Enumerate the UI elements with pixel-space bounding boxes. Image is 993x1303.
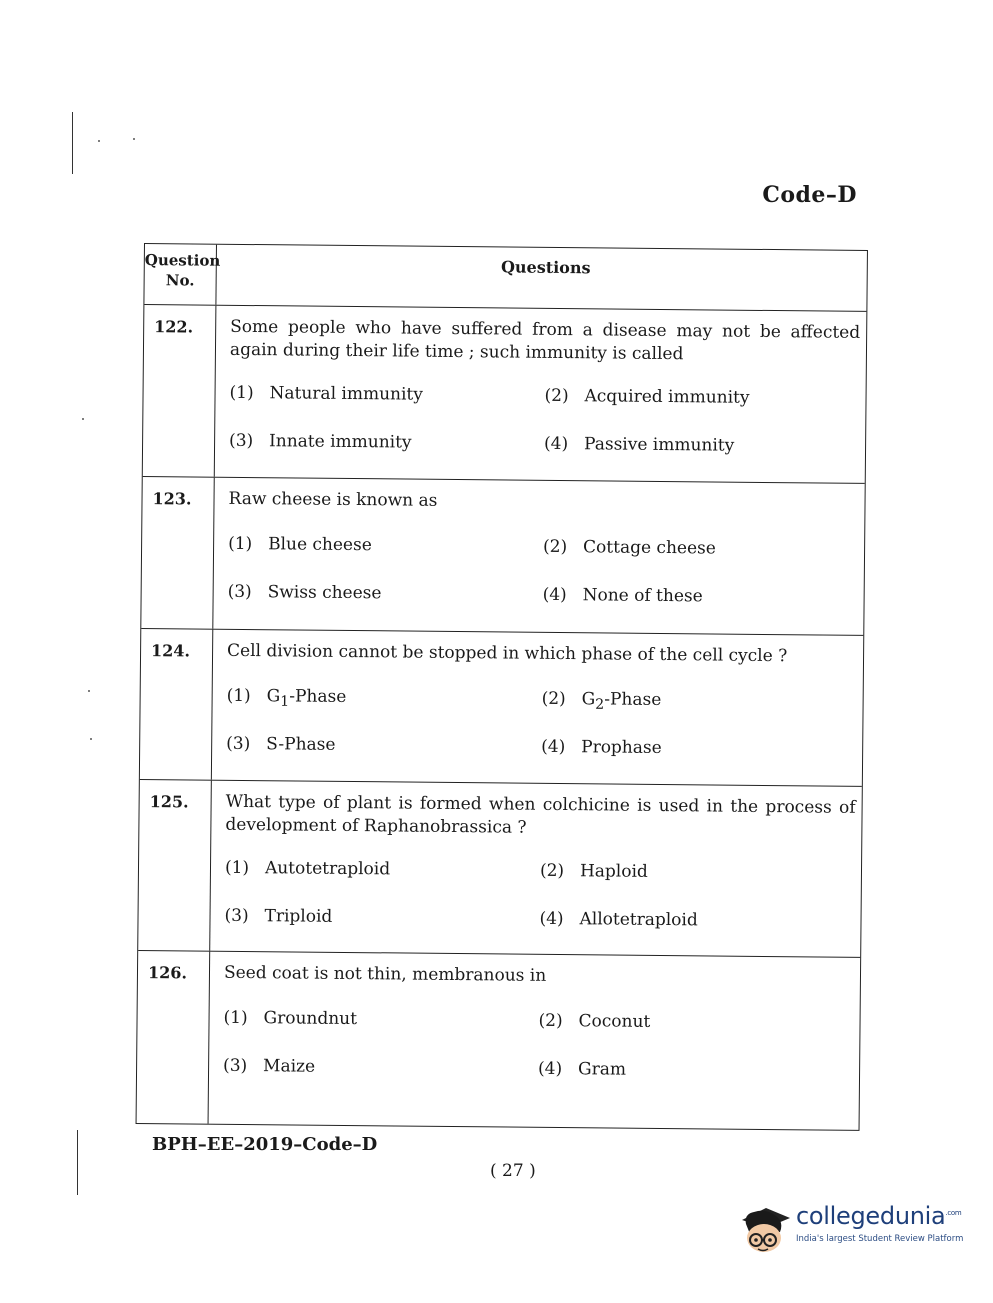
- option: (2) Cottage cheese: [543, 536, 716, 559]
- option: (1) Blue cheese: [228, 533, 372, 556]
- scan-speck: [90, 738, 92, 740]
- question-text: Seed coat is not thin, membranous in: [223, 962, 547, 986]
- question-number: 125.: [138, 780, 212, 951]
- brand-tagline: India's largest Student Review Platform: [796, 1234, 964, 1244]
- header-questions: Questions: [500, 257, 591, 278]
- option: (4) Passive immunity: [543, 433, 735, 456]
- scan-speck: [82, 418, 84, 420]
- option: (2) $G_2$-Phase: [541, 688, 662, 713]
- option: (1) Natural immunity: [229, 382, 423, 405]
- question-row: [141, 477, 864, 636]
- header-question-no: Question No.: [144, 244, 217, 305]
- question-text: Some people who have suffered from a disease may not be affected again during their life time ; such immunity is called: [229, 316, 861, 365]
- collegedunia-watermark: [736, 1198, 966, 1258]
- option: (3) Triploid: [224, 905, 333, 927]
- question-row: [140, 629, 863, 787]
- option: (3) Swiss cheese: [227, 581, 382, 604]
- question-number: 123.: [141, 477, 214, 629]
- paper-code: Code–D: [762, 182, 857, 208]
- question-number: 124.: [140, 629, 213, 780]
- scan-speck: [98, 140, 100, 142]
- question-row: [138, 780, 862, 958]
- option: (2) Acquired immunity: [544, 385, 750, 408]
- option: (1) Groundnut: [223, 1007, 358, 1030]
- table-header: [144, 244, 867, 312]
- footer-paper-code: BPH–EE–2019–Code–D: [152, 1134, 378, 1155]
- option: (3) Innate immunity: [229, 430, 412, 453]
- brand-name: collegedunia$^{.com}$: [796, 1202, 962, 1230]
- scan-speck: [88, 690, 90, 692]
- questions-table: [136, 243, 868, 1131]
- mascot-icon: [736, 1198, 794, 1258]
- scan-speck: [133, 138, 135, 140]
- page-number: ( 27 ): [490, 1161, 536, 1181]
- option: (1) Autotetraploid: [224, 857, 391, 880]
- option: (1) $G_1$-Phase: [226, 685, 347, 710]
- question-row: [137, 951, 861, 1130]
- option: (3) S-Phase: [226, 733, 336, 755]
- question-text: Raw cheese is known as: [228, 488, 438, 511]
- option: (3) Maize: [223, 1055, 316, 1077]
- scan-margin-line: [77, 1130, 78, 1195]
- question-text: What type of plant is formed when colchicine is used in the process of development of Raphanobrassica ?: [225, 791, 856, 838]
- option: (4) Gram: [537, 1058, 627, 1080]
- option: (4) Allotetraploid: [539, 908, 698, 931]
- option: (4) None of these: [542, 584, 703, 607]
- question-row: [143, 305, 867, 484]
- scan-margin-line: [72, 112, 73, 174]
- option: (4) Prophase: [541, 736, 662, 758]
- option: (2) Coconut: [538, 1010, 651, 1032]
- question-text: Cell division cannot be stopped in which phase of the cell cycle ?: [226, 640, 788, 667]
- option: (2) Haploid: [539, 860, 648, 882]
- question-number: 126.: [137, 951, 211, 1124]
- question-number: 122.: [143, 305, 217, 477]
